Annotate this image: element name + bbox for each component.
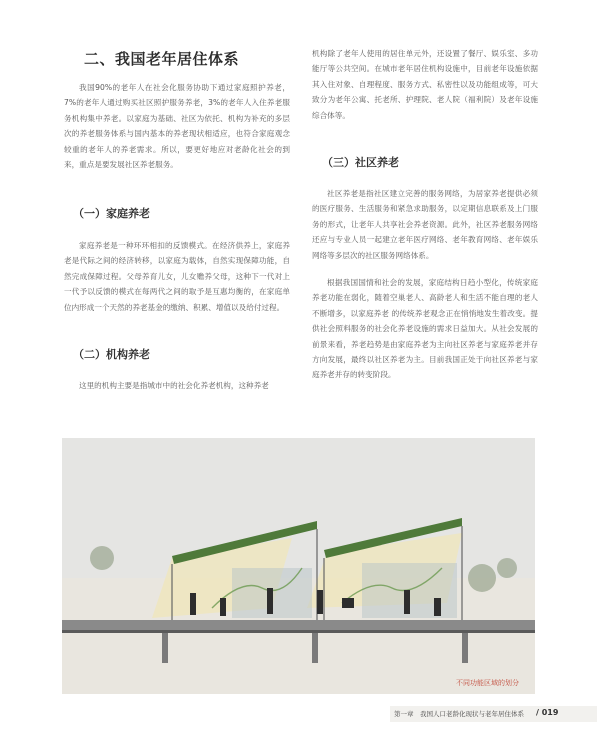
- page-number: / 019: [536, 708, 559, 717]
- section-title: 二、我国老年居住体系: [84, 50, 240, 68]
- right-paragraph-2: 社区养老是指社区建立完善的服务网络，为居家养老提供必须的医疗服务、生活服务和紧急求助服务，以定期信息联系及上门服务的形式，让老年人共享社会养老资源。此外，社区养老服务网络还应与专业人员一起建立老年医疗网络、老年教育网络、老年娱乐网络等多层次的社区服务网络体系。: [312, 189, 538, 260]
- section-illustration: [62, 438, 535, 694]
- subheading-community-care: （三）社区养老: [322, 156, 399, 169]
- right-paragraph-3: 根据我国国情和社会的发展，家庭结构日趋小型化，传统家庭养老功能在弱化，随着空巢老人、高龄老人和生活不能自理的老人不断增多，以家庭养老 的传统养老观念正在悄悄地发生着改变。提供社会照料服务的社会化养老设施的需求日益加大。从社会发展的前景来看，养老趋势是由家庭养老为主向社区养老与家庭养老并存方向发展，最终以社区养老为主。目前我国正处于向社区养老与家庭养老并存的转变阶段。: [312, 278, 538, 380]
- subheading-family-care: （一）家庭养老: [73, 207, 150, 220]
- floor-slab: [62, 620, 535, 630]
- footer-chapter-title: 第一章 我国人口老龄化现状与老年居住体系: [394, 710, 524, 718]
- subheading-institutional-care: （二）机构养老: [73, 348, 150, 361]
- left-paragraph-1: 我国90%的老年人在社会化服务协助下通过家庭照护养老，7%的老年人通过购买社区照护服务养老，3%的老年人入住养老服务机构集中养老。以家庭为基础、社区为依托、机构为补充的多层次的养老服务体系与国内基本的养老现状相适应，也符合家庭观念较重的老年人的养老需求。所以，要更好地应对老龄化社会的到来，重点是要发展社区养老服务。: [64, 83, 290, 170]
- page-footer: [0, 706, 597, 722]
- left-paragraph-2: 家庭养老是一种环环相扣的反馈模式。在经济供养上，家庭养老是代际之间的经济转移，以家庭为载体，自然实现保障功能，自然完成保障过程。父母养育儿女，儿女赡养父母，这种下一代对上一代予以反馈的模式在每两代之间的取予是互惠均衡的，在家庭单位内形成一个天然的养老基金的缴纳、积累、增值以及给付过程。: [64, 241, 290, 312]
- building-section-drawing: [62, 438, 535, 694]
- right-paragraph-1: 机构除了老年人使用的居住单元外，还设置了餐厅、娱乐室、多功能厅等公共空间。在城市老年居住机构设施中，目前老年设施依据其入住对象、自理程度、服务方式、私密性以及功能组成等，可大致分为老年公寓、托老所、护理院、老人院（福利院）及老年设施综合体等。: [312, 49, 538, 120]
- left-paragraph-3: 这里的机构主要是指城市中的社会化养老机构，这种养老: [79, 381, 269, 390]
- figure-caption: 不同功能区域的划分: [456, 679, 519, 687]
